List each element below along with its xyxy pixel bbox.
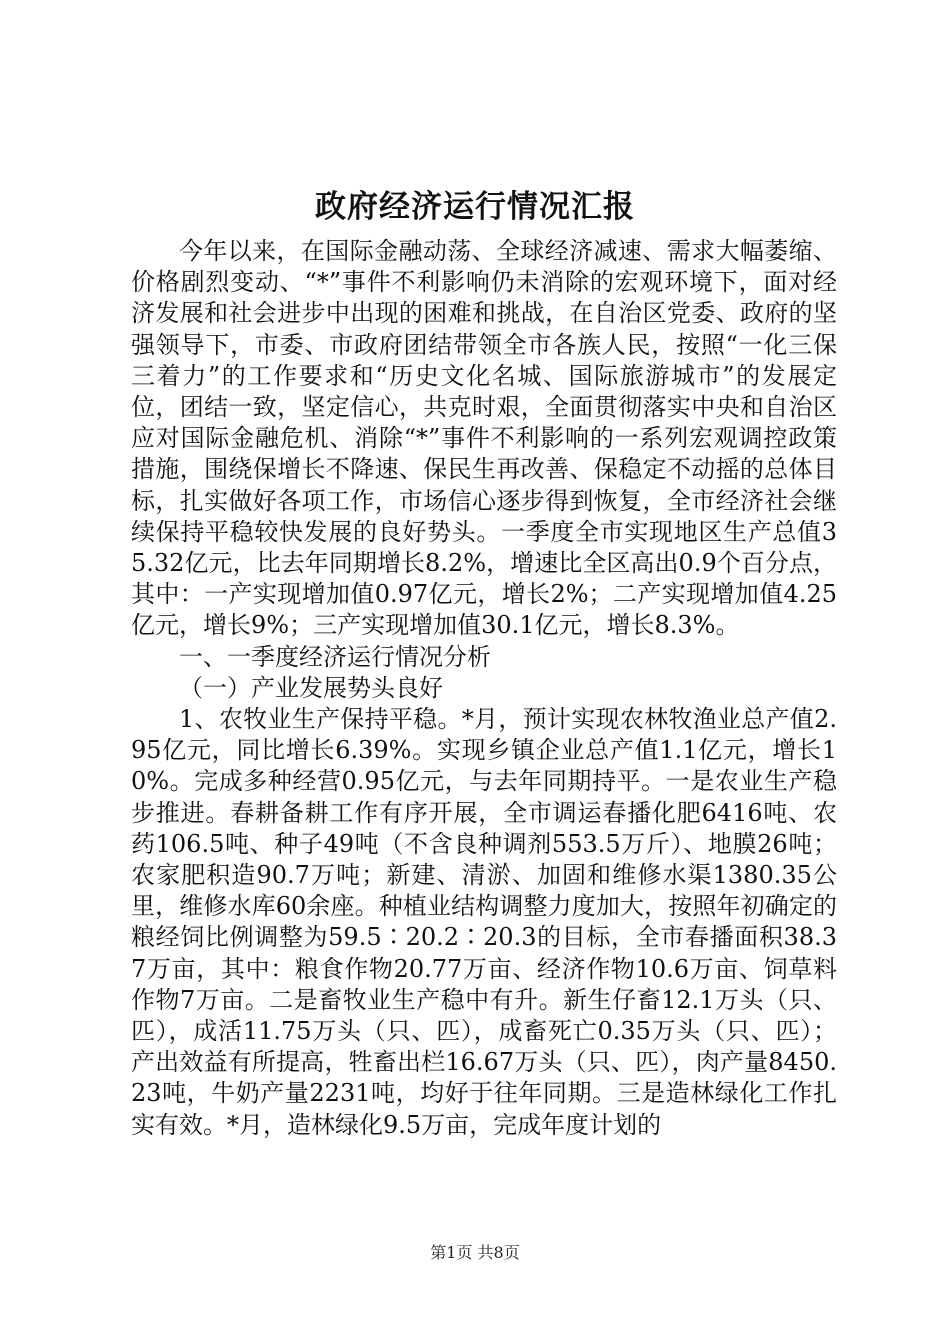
page-number-footer: 第1页 共8页 xyxy=(430,1243,520,1262)
document-title: 政府经济运行情况汇报 xyxy=(315,189,635,225)
document-body xyxy=(131,236,837,1141)
agriculture-paragraph: 1、农牧业生产保持平稳。*月，预计实现农林牧渔业总产值2.95亿元，同比增长6.39%。实现乡镇企业总产值1.1亿元，增长10%。完成多种经营0.95亿元，与去年同期持平。一是农业生产稳步推进。春耕备耕工作有序开展，全市调运春播化肥6416吨、农药106.5吨、种子49吨（不含良种调剂553.5万斤）、地膜26吨；农家肥积造90.7万吨；新建、清淤、加固和维修水渠1380.35公里，维修水库60余座。种植业结构调整力度加大，按照年初确定的粮经饲比例调整为59.5∶20.2∶20.3的目标，全市春播面积38.37万亩，其中：粮食作物20.77万亩、经济作物10.6万亩、饲草料作物7万亩。二是畜牧业生产稳中有升。新生仔畜12.1万头（只、匹），成活11.75万头（只、匹），成畜死亡0.35万头（只、匹）；产出效益有所提高，牲畜出栏16.67万头（只、匹），肉产量8450.23吨，牛奶产量2231吨，均好于往年同期。三是造林绿化工作扎实有效。*月，造林绿化9.5万亩，完成年度计划的 xyxy=(131,705,837,1139)
intro-paragraph: 今年以来，在国际金融动荡、全球经济减速、需求大幅萎缩、价格剧烈变动、“*”事件不利影响仍未消除的宏观环境下，面对经济发展和社会进步中出现的困难和挑战，在自治区党委、政府的坚强领导下，市委、市政府团结带领全市各族人民，按照“一化三保三着力”的工作要求和“历史文化名城、国际旅游城市”的发展定位，团结一致，坚定信心，共克时艰，全面贯彻落实中央和自治区应对国际金融危机、消除“*”事件不利影响的一系列宏观调控政策措施，围绕保增长不降速、保民生再改善、保稳定不动摇的总体目标，扎实做好各项工作，市场信心逐步得到恢复，全市经济社会继续保持平稳较快发展的良好势头。一季度全市实现地区生产总值35.32亿元，比去年同期增长8.2%，增速比全区高出0.9个百分点，其中：一产实现增加值0.97亿元，增长2%；二产实现增加值4.25亿元，增长9%；三产实现增加值30.1亿元，增长8.3%。 xyxy=(131,237,837,640)
section-heading: 一、一季度经济运行情况分析 xyxy=(179,642,491,671)
subsection-heading: （一）产业发展势头良好 xyxy=(179,673,443,702)
